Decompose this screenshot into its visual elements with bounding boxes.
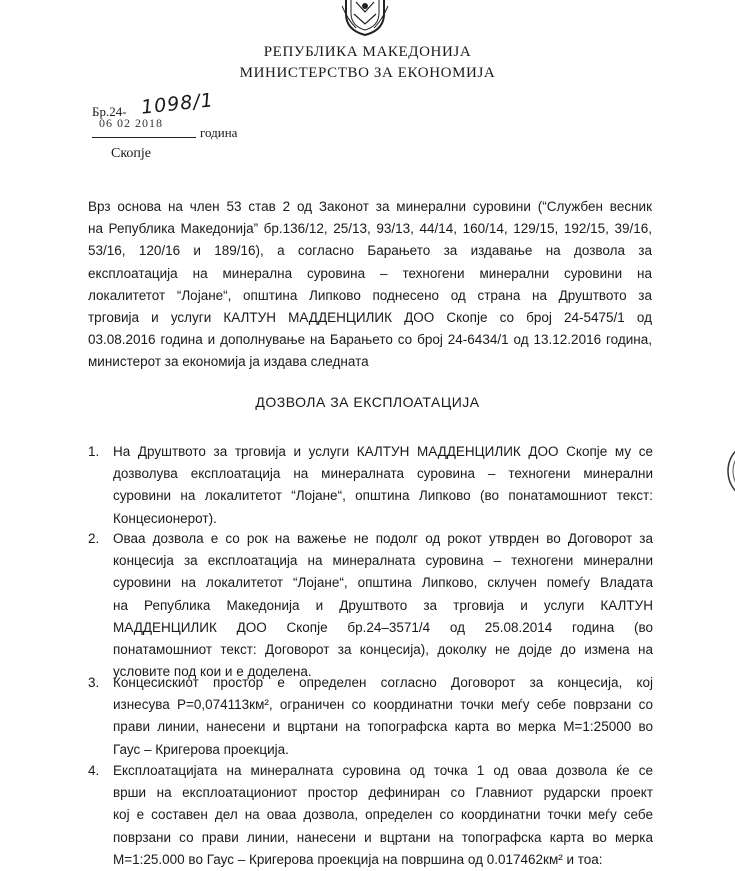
intro-line: Врз основа на член 53 став 2 од Законот за минерални суровини (“Службен весник	[88, 199, 652, 214]
intro-line: 53/16, 120/16 и 189/16), а согласно Барањето за издавање на дозвола за	[88, 243, 652, 259]
city-label: Скопје	[111, 146, 152, 161]
item-line: понатамошниот текст: Договорот за концесија), доколку не дојде до измена на	[113, 642, 653, 658]
item-number: 3.	[88, 675, 100, 690]
reference-underline	[92, 137, 196, 138]
ministry-heading: МИНИСТЕРСТВО ЗА ЕКОНОМИЈА	[239, 65, 496, 81]
item-line: условите под кои и е доделена.	[113, 664, 312, 680]
item-line: концесија за експлоатација на минералната суровина – техногени минерални	[113, 553, 653, 569]
item-line: суровини на локалитетот “Лојане“, општина Липково (во понатамошниот текст:	[113, 488, 653, 504]
intro-line: на Република Македонија” бр.136/12, 25/13, 93/13, 44/14, 160/14, 129/15, 192/15, 39/16,	[88, 221, 652, 237]
item-line: на Република Македонија и Друштвото за трговија и услуги КАЛТУН	[113, 597, 653, 613]
item-number: 1.	[88, 444, 100, 459]
intro-line: министерот за економија ја издава следната	[88, 354, 369, 370]
intro-line: трговија и услуги КАЛТУН МАДДЕНЦИЛИК ДОО Скопје со број 24-5475/1 од	[88, 310, 652, 326]
intro-line: експлоатација на минерална суровина – техногени минерални суровини на	[88, 265, 652, 281]
reference-number-handwritten: 1098/1	[140, 89, 215, 119]
item-text	[113, 672, 653, 761]
reference-prefix: Бр.24-	[92, 104, 127, 119]
item-line: МАДДЕНЦИЛИК ДОО Скопје бр.24–3571/4 од 25.08.2014 година (во	[113, 619, 653, 635]
item-line: Оваа дозвола е со рок на важење не подолг од рокот утврден во Договорот за	[113, 531, 653, 546]
item-line: изнесува P=0,074113км², ограничен со координатни точки меѓу себе поврзани со	[113, 697, 653, 713]
item-line: прави линии, нанесени и вцртани на топографска карта во мерка M=1:25000 во	[113, 719, 653, 735]
item-line: Експлоатацијата на минералната суровина од точка 1 од оваа дозвола ќе се	[113, 763, 653, 778]
item-line: дозволува експлоатација на минералната суровина – техногени минерални	[113, 466, 653, 482]
item-line: кој е составен дел на оваа дозвола, определен со координатни точки меѓу себе	[113, 807, 653, 823]
item-number: 4.	[88, 763, 100, 778]
item-line: Концесискиот простор е определен согласно Договорот за концесија, кој	[113, 675, 653, 690]
item-line: врши на експлоатациониот простор дефиниран со Главниот рударски проект	[113, 785, 653, 801]
item-line: Гаус – Кригерова проекција.	[113, 741, 289, 757]
intro-paragraph	[88, 196, 652, 374]
intro-line: 03.08.2016 година и дополнување на Барањето со број 24-6434/1 од 13.12.2016 година,	[88, 332, 652, 348]
year-label: година	[200, 125, 238, 140]
reference-date-stamp: 06 02 2018	[99, 116, 163, 130]
item-number: 2.	[88, 531, 100, 546]
item-text	[113, 760, 653, 871]
item-line: Концесионерот).	[113, 510, 217, 526]
intro-line: локалитетот “Лојане“, општина Липково поднесено од страна на Друштвото за	[88, 287, 652, 303]
item-line: M=1:25.000 во Гаус – Кригерова проекција на површина од 0.017462км² и тоа:	[113, 851, 603, 867]
item-text	[113, 528, 653, 683]
item-line: суровини на локалитетот “Лојане“, општина Липково, склучен помеѓу Владата	[113, 575, 653, 591]
seal-stamp-partial	[724, 436, 735, 506]
coat-of-arms-emblem	[340, 0, 390, 36]
item-text	[113, 441, 653, 530]
item-line: поврзани со прави линии, нанесени и вцртани на топографска карта во мерка	[113, 829, 653, 845]
document-title: ДОЗВОЛА ЗА ЕКСПЛОАТАЦИЈА	[255, 394, 480, 410]
item-line: На Друштвото за трговија и услуги КАЛТУН МАДДЕНЦИЛИК ДОО Скопје му се	[113, 444, 653, 459]
republic-heading: РЕПУБЛИКА МАКЕДОНИЈА	[263, 44, 472, 60]
